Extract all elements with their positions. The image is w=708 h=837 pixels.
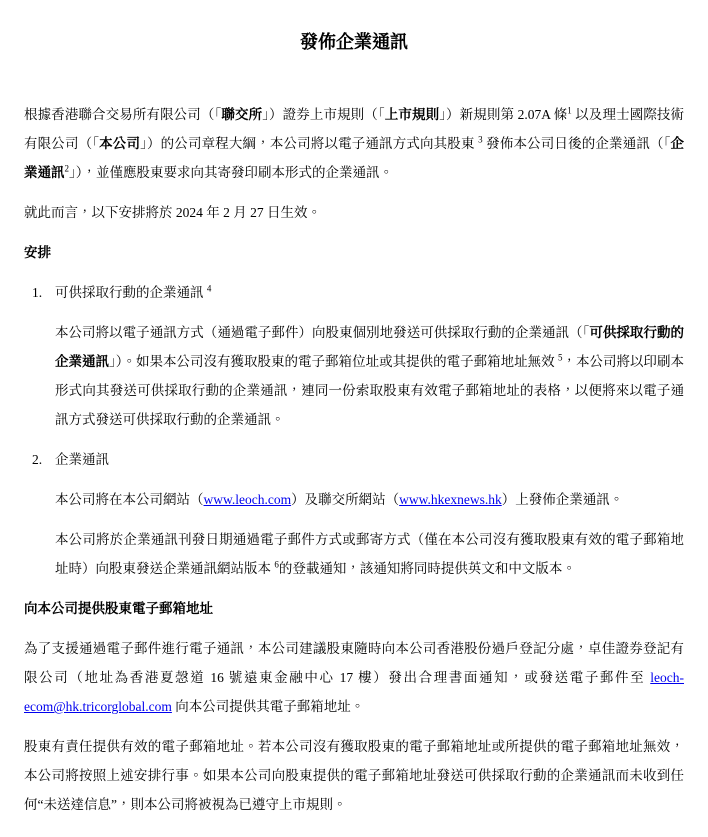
text-segment: 以及理士國際技術有限公司（「 <box>24 107 685 151</box>
text-segment: 」）證券上市規則（「 <box>262 107 385 122</box>
corporate-communications-websites-paragraph <box>55 485 684 514</box>
text-segment: 」），並僅應股東要求向其寄發印刷本形式的企業通訊。 <box>69 165 393 180</box>
text-segment: 企業通訊 <box>24 136 685 180</box>
footnote-reference: 6 <box>274 559 279 570</box>
footnote-reference: 4 <box>206 283 212 294</box>
list-item-title <box>55 445 684 474</box>
text-segment: 向本公司提供其電子郵箱地址。 <box>171 699 365 714</box>
footnote-reference: 5 <box>557 352 563 363</box>
footnote-reference: 2 <box>64 163 69 174</box>
text-segment: 本公司將以電子通訊方式（通過電子郵件）向股東個別地發送可供採取行動的企業通訊（「 <box>55 325 590 340</box>
text-segment: 根據香港聯合交易所有限公司（「 <box>24 107 222 122</box>
text-segment: 」）。如果本公司沒有獲取股東的電子郵箱位址或其提供的電子郵箱地址無效 <box>109 354 558 369</box>
hkex-website-link[interactable]: www.hkexnews.hk <box>399 492 502 507</box>
text-segment: 本公司將在本公司網站（ <box>55 492 204 507</box>
page-title: 發佈企業通訊 <box>300 32 408 52</box>
effective-date-paragraph <box>24 198 684 227</box>
text-segment: 可供採取行動的企業通訊 <box>55 325 685 369</box>
actionable-communications-paragraph <box>55 318 684 434</box>
text-segment: 股東有責任提供有效的電子郵箱地址。若本公司沒有獲取股東的電子郵箱地址或所提供的電子郵箱地址無效，本公司將按照上述安排行事。如果本公司向股東提供的電子郵箱地址發送可供採取行動的企業通訊而未收到任何“未送達信息”，則本公司將被視為已遵守上市規則。 <box>24 739 684 812</box>
text-segment: ）上發佈企業通訊。 <box>501 492 624 507</box>
text-segment: 」）新規則第 2.07A 條 <box>439 107 568 122</box>
intro-paragraph <box>24 100 684 187</box>
list-item-actionable-communications <box>24 278 684 307</box>
text-segment: 本公司將於企業通訊刊發日期通過電子郵件方式或郵寄方式（僅在本公司沒有獲取股東有效的電子郵箱地址時）向股東發送企業通訊網站版本 <box>55 532 684 576</box>
text-segment: ）及聯交所網站（ <box>291 492 400 507</box>
text-segment: ，本公司將以印刷本形式向其發送可供採取行動的企業通訊，連同一份索取股東有效電子郵箱地址的表格，以便將來以電子通訊方式發送可供採取行動的企業通訊。 <box>55 354 685 427</box>
list-item-corporate-communications <box>24 445 684 474</box>
text-segment: 本公司 <box>99 136 141 151</box>
arrangements-heading: 安排 <box>24 245 51 260</box>
text-segment: 可供採取行動的企業通訊 <box>55 285 207 300</box>
text-segment: 聯交所 <box>221 107 263 122</box>
text-segment: 就此而言，以下安排將於 2024 年 2 月 27 日生效。 <box>24 205 321 220</box>
text-segment: 」）的公司章程大綱，本公司將以電子通訊方式向其股東 <box>140 136 479 151</box>
provide-email-paragraph <box>24 634 684 721</box>
company-website-link[interactable]: www.leoch.com <box>203 492 292 507</box>
text-segment: 為了支援通過電子郵件進行電子通訊，本公司建議股東隨時向本公司香港股份過戶登記分處，卓佳證券登記有限公司（地址為香港夏愨道 16 號遠東金融中心 17 樓）發出合理書面通知，或發送電子郵件至 <box>24 641 684 685</box>
footnote-reference: 3 <box>478 134 483 145</box>
list-item-title <box>55 278 684 307</box>
corporate-communications-notice-paragraph <box>55 525 684 583</box>
text-segment: 上市規則 <box>384 107 440 122</box>
shareholder-email-link[interactable]: leoch-ecom@hk.tricorglobal.com <box>24 670 684 714</box>
footnote-reference: 1 <box>567 105 572 116</box>
list-number: 2. <box>32 452 43 467</box>
text-segment: 的登載通知，該通知將同時提供英文和中文版本。 <box>278 561 576 576</box>
text-segment: 發佈本公司日後的企業通訊（「 <box>482 136 671 151</box>
email-section-heading: 向本公司提供股東電子郵箱地址 <box>24 601 213 616</box>
text-segment: 企業通訊 <box>55 452 109 467</box>
shareholder-responsibility-paragraph <box>24 732 684 819</box>
list-number: 1. <box>32 285 43 300</box>
